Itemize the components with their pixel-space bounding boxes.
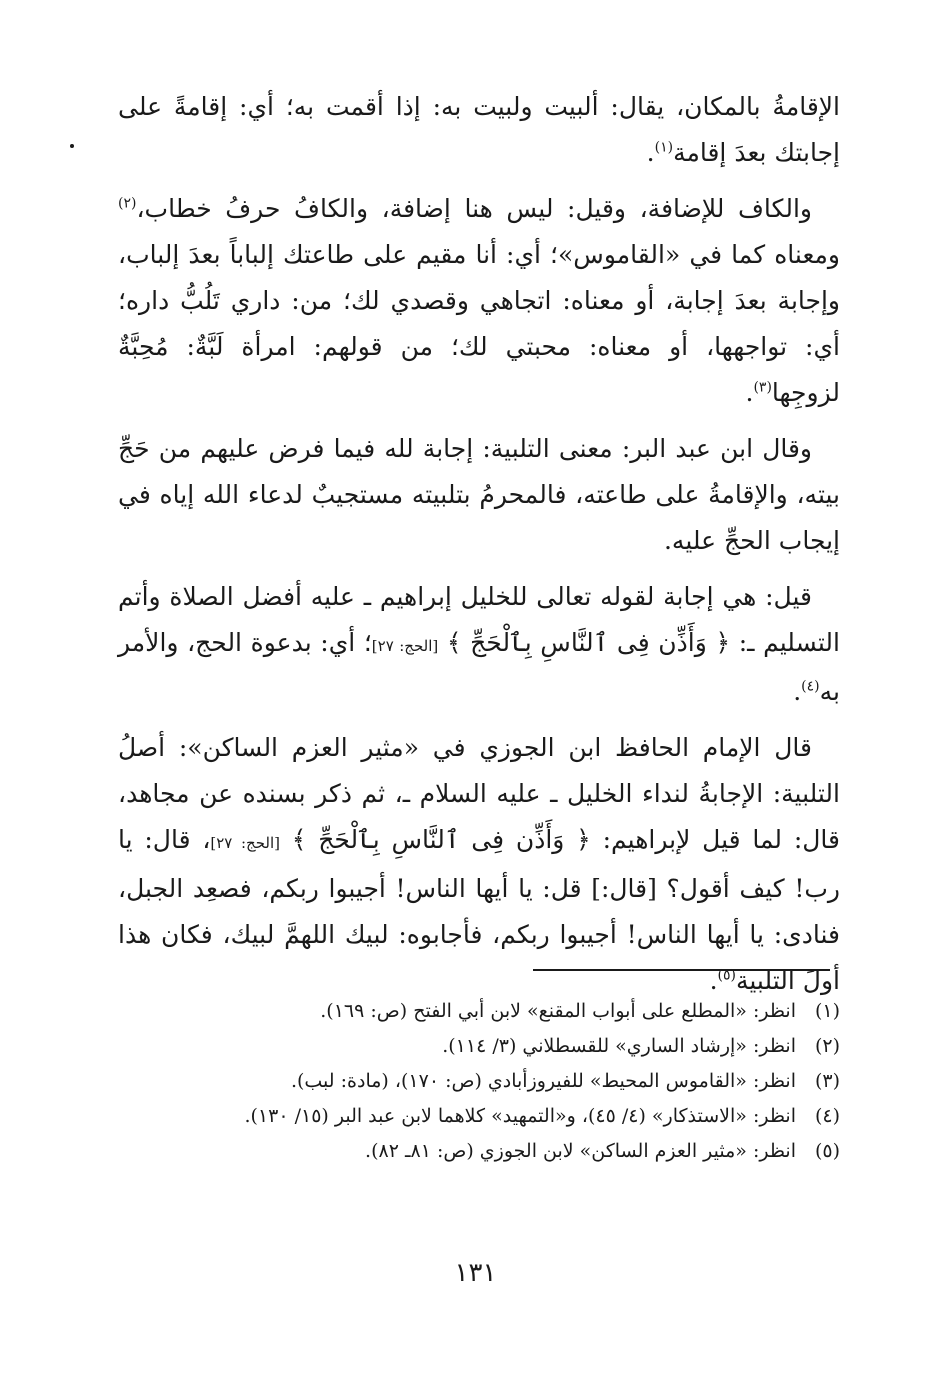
paragraph-2-text-b: ومعناه كما في «القاموس»؛ أي: أنا مقيم على طاعتك إلباباً بعدَ إلباب، وإجابة بعدَ إجابة، أو معناه: اتجاهي وقصدي لك؛ من: داري تَلُبُّ داره؛ أي: تواجهها، أو معناه: محبتي لك؛ من قولهم: امرأة لَبَّةٌ: مُحِبَّةٌ لزوجِها: [118, 240, 840, 407]
paragraph-5-text-a: قال الإمام الحافظ ابن الجوزي في «مثير العزم الساكن»: أصلُ التلبية: الإجابةُ لنداء الخليل ـ عليه السلام ـ، ثم ذكر بسنده عن مجاهد، قال: لما قيل لإبراهيم:: [118, 733, 840, 854]
paragraph-5: [118, 725, 840, 1004]
footnote-1: [118, 994, 840, 1029]
page-number: ١٣١: [454, 1258, 497, 1288]
footnotes: [118, 994, 840, 1169]
verse-reference: [الحج: ٢٧]: [371, 637, 439, 655]
footnote-separator: [533, 969, 830, 971]
footnote-text: انظر: «إرشاد الساري» للقسطلاني (٣/ ١١٤).: [442, 1035, 796, 1057]
verse-reference: [الحج: ٢٧]: [210, 834, 280, 852]
footnote-text: انظر: «المطلع على أبواب المقنع» لابن أبي الفتح (ص: ١٦٩).: [320, 1000, 796, 1022]
footnote-4: [118, 1099, 840, 1134]
paragraph-4-end: .: [793, 677, 802, 706]
quran-verse: ﴿ وَأَذِّن فِى ٱلنَّاسِ بِٱلْحَجِّ ﴾: [291, 825, 591, 854]
footnote-marker-1: (١): [654, 139, 674, 156]
footnote-3: [118, 1064, 840, 1099]
footnote-marker-5: (٥): [717, 967, 736, 984]
footnote-marker-2: (٢): [118, 195, 137, 212]
paragraph-2-end: .: [745, 378, 754, 407]
paragraph-2: [118, 186, 840, 416]
footnote-marker-4: (٤): [801, 678, 820, 695]
stray-dot: [70, 144, 74, 148]
paragraph-5-end: .: [709, 966, 718, 995]
footnote-number: (٣): [814, 1070, 840, 1092]
footnote-marker-3: (٣): [753, 379, 772, 396]
footnote-number: (٥): [814, 1140, 840, 1162]
footnote-number: (٢): [814, 1035, 840, 1057]
paragraph-1: [118, 84, 840, 176]
paragraph-2-text-a: والكاف للإضافة، وقيل: ليس هنا إضافة، والكافُ حرفُ خطاب،: [136, 194, 812, 223]
paragraph-4-text-b: ؛ أي: بدعوة الحج، والأمر به: [118, 628, 840, 706]
paragraph-5-text-b: ، قال: يا رب! كيف أقول؟ [قال:] قل: يا أيها الناس! أجيبوا ربكم، فصعِد الجبل، فنادى: يا أيها الناس! أجيبوا ربكم، فأجابوه: لبيك اللهمَّ لبيك، فكان هذا أولَ التلبية: [118, 825, 840, 995]
main-text: [118, 84, 840, 1014]
quran-verse: ﴿ وَأَذِّن فِى ٱلنَّاسِ بِٱلْحَجِّ ﴾: [446, 628, 731, 657]
paragraph-3: وقال ابن عبد البر: معنى التلبية: إجابة لله فيما فرض عليهم من حَجِّ بيته، والإقامةُ على طاعته، فالمحرمُ بتلبيته مستجيبٌ لدعاء الله إياه في إيجاب الحجِّ عليه.: [118, 434, 840, 555]
paragraph-4: [118, 574, 840, 715]
footnote-number: (١): [814, 1000, 840, 1022]
footnote-text: انظر: «القاموس المحيط» للفيروزأبادي (ص: ١٧٠)، (مادة: لبب).: [290, 1070, 796, 1092]
footnote-2: [118, 1029, 840, 1064]
footnote-5: [118, 1134, 840, 1169]
paragraph-4-text-a: قيل: هي إجابة لقوله تعالى للخليل إبراهيم ـ عليه أفضل الصلاة وأتم التسليم ـ:: [118, 582, 840, 657]
paragraph-1-text: الإقامةُ بالمكان، يقال: ألبيت ولبيت به: إذا أقمت به؛ أي: إقامةً على إجابتك بعدَ إقامة: [118, 92, 840, 167]
footnote-text: انظر: «مثير العزم الساكن» لابن الجوزي (ص: ٨١ـ ٨٢).: [365, 1140, 796, 1162]
paragraph-1-end: .: [646, 138, 655, 167]
footnote-text: انظر: «الاستذكار» (٤/ ٤٥)، و«التمهيد» كلاهما لابن عبد البر (١٥/ ١٣٠).: [244, 1105, 796, 1127]
footnote-number: (٤): [814, 1105, 840, 1127]
